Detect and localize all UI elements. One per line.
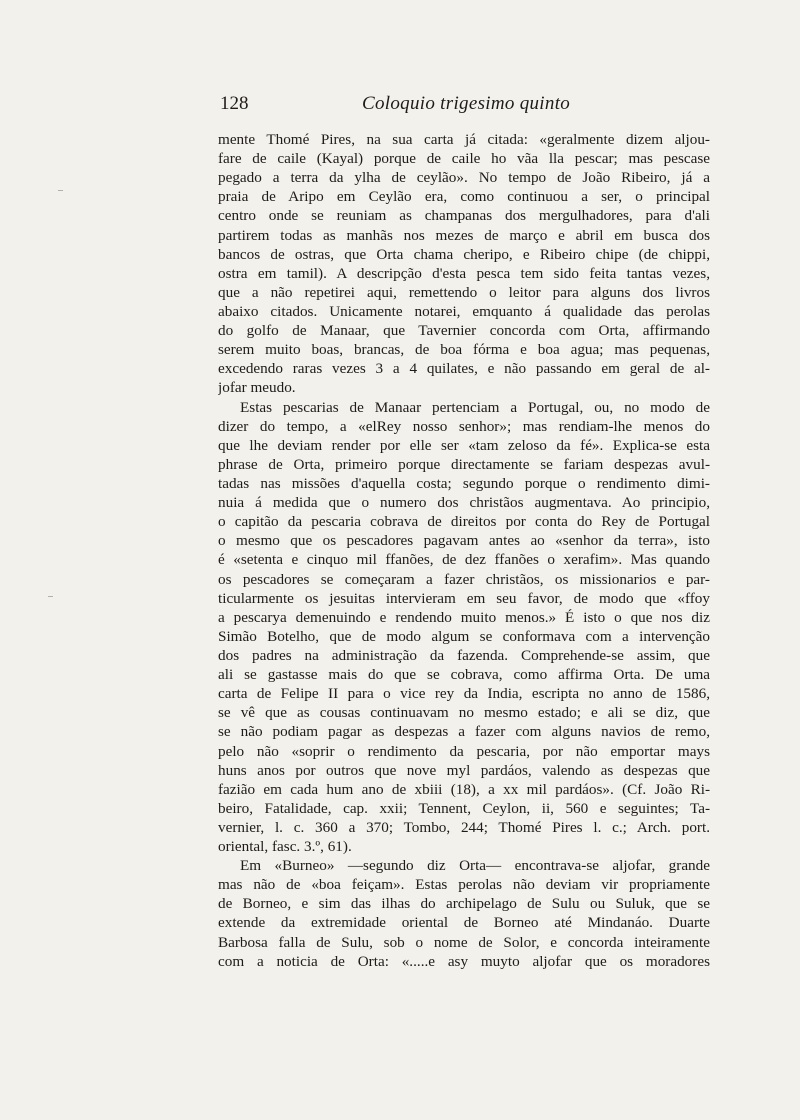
page-header <box>218 93 710 119</box>
text-line: oriental, fasc. 3.º, 61). <box>218 838 352 856</box>
text-line: nuia á medida que o numero dos christãos augmentava. Ao principio, <box>218 494 710 512</box>
page-speck <box>58 190 63 191</box>
text-line: jofar meudo. <box>218 379 296 397</box>
text-line: ostra em tamil). A descripção d'esta pesca tem sido feita tantas vezes, <box>218 264 710 282</box>
text-line: excedendo raras vezes 3 a 4 quilates, e não passando em geral de al- <box>218 360 710 378</box>
text-line: huns anos por outros que nove myl pardáos, valendo as despezas que <box>218 761 710 779</box>
text-line: pegado a terra da ylha de ceylão». No tempo de João Ribeiro, já a <box>218 169 710 187</box>
text-line: mas não de «boa feiçam». Estas perolas não deviam vir propriamente <box>218 876 710 894</box>
text-line: o capitão da pescaria cobrava de direitos por conta do Rey de Portugal <box>218 513 710 531</box>
page-speck <box>48 596 53 597</box>
text-line: ali se gastasse mais do que se cobrava, como affirma Orta. De uma <box>218 666 710 684</box>
text-line: com a noticia de Orta: «.....e asy muyto aljofar que os moradores <box>218 952 710 970</box>
text-line: fare de caile (Kayal) porque de caile ho vãa lla pescar; mas pescase <box>218 150 710 168</box>
text-line: tadas nas missões d'aquella costa; segundo porque o rendimento dimi- <box>218 474 710 492</box>
text-line: centro onde se reuniam as champanas dos mergulhadores, para d'ali <box>218 207 710 225</box>
text-line: Barbosa falla de Sulu, sob o nome de Solor, e concorda inteiramente <box>218 933 710 951</box>
text-line: serem muito boas, brancas, de boa fórma e boa agua; mas pequenas, <box>218 341 710 359</box>
text-line: se não podiam pagar as despezas a fazer com alguns navios de remo, <box>218 723 710 741</box>
text-line: phrase de Orta, primeiro porque directamente se fariam despezas avul- <box>218 455 710 473</box>
text-line: beiro, Fatalidade, cap. xxii; Tennent, Ceylon, ii, 560 e seguintes; Ta- <box>218 799 710 817</box>
text-line: os pescadores se começaram a fazer christãos, os missionarios e par- <box>218 570 710 588</box>
text-line: fazião em cada hum ano de xbiii (18), a xx mil pardáos». (Cf. João Ri- <box>218 780 710 798</box>
page-number: 128 <box>220 93 249 114</box>
text-line: de Borneo, e sim das ilhas do archipelago de Sulu ou Suluk, que se <box>218 895 710 913</box>
text-line: dos padres na administração da fazenda. Comprehende-se assim, que <box>218 646 710 664</box>
text-line: extende da extremidade oriental de Borneo até Mindanáo. Duarte <box>218 914 710 932</box>
text-line: partirem todas as manhãs nos mezes de março e abril em busca dos <box>218 226 710 244</box>
text-line: abaixo citados. Unicamente notarei, emquanto á qualidade das perolas <box>218 302 710 320</box>
text-line: o mesmo que os pescadores pagavam antes ao «senhor da terra», isto <box>218 532 710 550</box>
text-line: é «setenta e cinquo mil ffanões, de dez ffanões o xerafim». Mas quando <box>218 551 710 569</box>
text-line: vernier, l. c. 360 a 370; Tombo, 244; Thomé Pires l. c.; Arch. port. <box>218 818 710 836</box>
text-line: praia de Aripo em Ceylão era, como continuou a ser, o principal <box>218 188 710 206</box>
text-line: bancos de ostras, que Orta chama cheripo, e Ribeiro chipe (de chippi, <box>218 245 710 263</box>
text-line: que lhe deviam render por elle ser «tam zeloso da fé». Explica-se esta <box>218 436 710 454</box>
text-line: do golfo de Manaar, que Tavernier concorda com Orta, affirmando <box>218 322 710 340</box>
text-line: se vê que as cousas continuavam no mesmo estado; e ali se diz, que <box>218 704 710 722</box>
text-line: carta de Felipe II para o vice rey da India, escripta no anno de 1586, <box>218 685 710 703</box>
text-line: Em «Burneo» —segundo diz Orta— encontrava-se aljofar, grande <box>240 857 710 875</box>
text-line: ticularmente os jesuitas intervieram em seu favor, de modo que «ffoy <box>218 589 710 607</box>
text-line: mente Thomé Pires, na sua carta já citada: «geralmente dizem aljou- <box>218 131 710 148</box>
text-line: Estas pescarias de Manaar pertenciam a Portugal, ou, no modo de <box>240 398 710 416</box>
text-line: que a não repetirei aqui, remettendo o leitor para alguns dos livros <box>218 283 710 301</box>
body-text <box>218 130 710 971</box>
text-line: pelo não «soprir o rendimento da pescaria, por não emportar mays <box>218 742 710 760</box>
text-line: Simão Botelho, que de modo algum se conformava com a intervenção <box>218 627 710 645</box>
text-line: dizer do tempo, a «elRey nosso senhor»; mas rendiam-lhe menos do <box>218 417 710 435</box>
running-title: Coloquio trigesimo quinto <box>362 93 571 114</box>
text-line: a pescarya demenuindo e rendendo muito menos.» É isto o que nos diz <box>218 608 710 626</box>
